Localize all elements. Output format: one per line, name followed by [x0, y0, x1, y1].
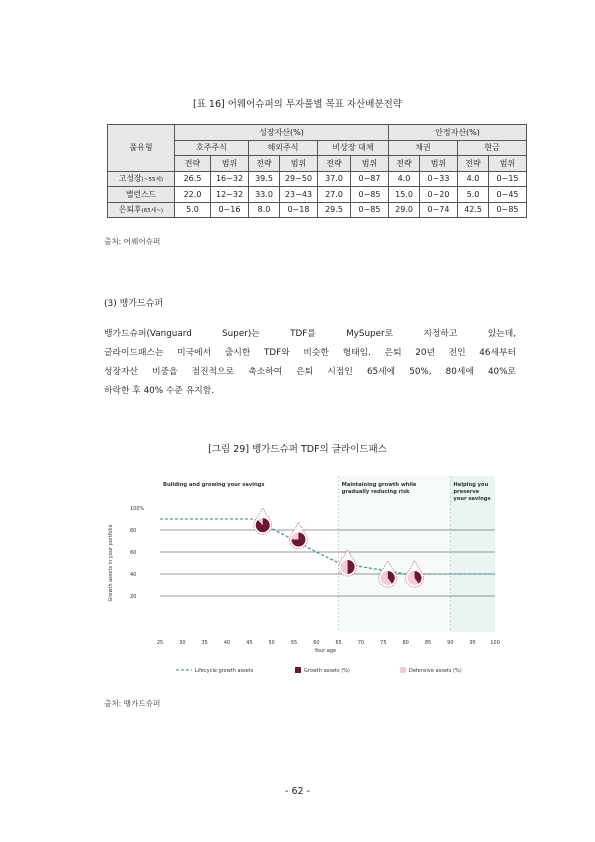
table-row: [108, 202, 527, 218]
phase-label: your savings: [453, 496, 491, 502]
x-tick-label: 50: [268, 640, 275, 646]
table-cell: 0~87: [351, 171, 389, 187]
aus-equity-header: 호주주식: [175, 140, 249, 156]
table-cell: 42.5: [458, 202, 489, 218]
table-cell: 16~32: [211, 171, 249, 187]
x-tick-label: 80: [402, 640, 409, 646]
strategy-header: 전략: [175, 156, 211, 172]
phase-band: [160, 476, 339, 632]
figure-title: [그림 29] 뱅가드슈퍼 TDF의 글라이드패스: [208, 444, 387, 455]
phase-label: Helping you: [453, 482, 489, 488]
glide-path-chart: [104, 468, 504, 688]
table-cell: 0~33: [420, 171, 458, 187]
x-tick-label: 25: [156, 640, 164, 646]
table-cell: 0~18: [280, 202, 318, 218]
table-title: [표 16] 어웨어슈퍼의 투자풀별 목표 자산배분전략: [193, 99, 402, 110]
x-tick-label: 65: [335, 640, 342, 646]
bonds-header: 채권: [389, 140, 458, 156]
x-tick-label: 40: [223, 640, 231, 646]
legend-line-label: Lifecycle growth assets: [195, 668, 254, 674]
y-tick-label: 60: [130, 550, 137, 556]
phase-label: Building and growing your savings: [163, 482, 265, 488]
pie-growth-slice: [256, 518, 270, 532]
legend-defensive-label: Defensive assets (%): [409, 668, 462, 674]
table-cell: 0~85: [351, 202, 389, 218]
table-cell: 27.0: [318, 187, 351, 203]
x-tick-label: 100: [490, 640, 500, 646]
x-tick-label: 35: [201, 640, 208, 646]
range-header: 범위: [489, 156, 527, 172]
phase-label: gradually reducing risk: [341, 489, 410, 495]
table-cell: 22.0: [175, 187, 211, 203]
table-cell: 0~85: [489, 202, 527, 218]
strategy-header: 전략: [389, 156, 420, 172]
legend-defensive-swatch: [400, 667, 406, 673]
y-tick-label: 100%: [130, 506, 145, 512]
table-cell: 0~15: [489, 171, 527, 187]
paragraph-line: 뱅가드슈퍼(Vanguard Super)는 TDF를 MySuper로 지정하고 있는데,: [104, 329, 516, 339]
body-paragraph: [104, 325, 516, 401]
phase-band: [339, 476, 451, 632]
table-cell: 29.5: [318, 202, 351, 218]
table-cell: 26.5: [175, 171, 211, 187]
page-number: - 62 -: [285, 786, 310, 797]
table-cell: 4.0: [389, 171, 420, 187]
table-cell: 5.0: [175, 202, 211, 218]
x-tick-label: 45: [246, 640, 253, 646]
y-axis-label: Growth assets in your portfolio: [108, 524, 114, 602]
figure-source: 출처: 뱅가드슈퍼: [104, 699, 161, 708]
table-cell: 5.0: [458, 187, 489, 203]
table-cell: 33.0: [249, 187, 280, 203]
strategy-header: 전략: [458, 156, 489, 172]
phase-label: Maintaining growth while: [341, 482, 417, 488]
x-tick-label: 30: [179, 640, 186, 646]
row-label: 밸런스드: [108, 187, 175, 203]
table-cell: 0~85: [351, 187, 389, 203]
x-tick-label: 55: [290, 640, 298, 646]
strategy-header: 전략: [249, 156, 280, 172]
intl-equity-header: 해외주식: [249, 140, 318, 156]
row-label: 은퇴후(65세~): [108, 202, 175, 218]
strategy-header: 전략: [318, 156, 351, 172]
table-row: [108, 171, 527, 187]
defensive-group-header: 안정자산(%): [389, 125, 527, 141]
legend-growth-label: Growth assets (%): [304, 668, 350, 674]
x-tick-label: 85: [424, 640, 432, 646]
table-cell: 29~50: [280, 171, 318, 187]
x-tick-label: 95: [469, 640, 476, 646]
table-cell: 8.0: [249, 202, 280, 218]
table-cell: 23~43: [280, 187, 318, 203]
table-cell: 0~45: [489, 187, 527, 203]
range-header: 범위: [211, 156, 249, 172]
table-cell: 0~20: [420, 187, 458, 203]
table-cell: 0~74: [420, 202, 458, 218]
x-axis-label: Your age: [314, 648, 337, 654]
table-cell: 4.0: [458, 171, 489, 187]
table-cell: 39.5: [249, 171, 280, 187]
row-header-cell: 풀유형: [108, 125, 175, 172]
row-label: 고성장(~55세): [108, 171, 175, 187]
table-cell: 12~32: [211, 187, 249, 203]
asset-allocation-table: [107, 124, 527, 218]
table-cell: 0~16: [211, 202, 249, 218]
paragraph-line: 글라이드패스는 미국에서 출시한 TDF와 비슷한 형태임. 은퇴 20년 전인 46세부터: [104, 348, 516, 358]
growth-group-header: 성장자산(%): [175, 125, 389, 141]
table-cell: 15.0: [389, 187, 420, 203]
paragraph-line: 성장자산 비중을 점진적으로 축소하여 은퇴 시점인 65세에 50%, 80세에 40%로: [104, 367, 516, 377]
table-cell: 37.0: [318, 171, 351, 187]
table-source: 출처: 어웨어슈퍼: [104, 237, 161, 246]
range-header: 범위: [351, 156, 389, 172]
legend-growth-swatch: [295, 667, 301, 673]
phase-label: preserve: [453, 489, 480, 495]
range-header: 범위: [280, 156, 318, 172]
x-tick-label: 60: [313, 640, 320, 646]
y-tick-label: 80: [130, 528, 137, 534]
cash-header: 현금: [458, 140, 527, 156]
x-tick-label: 90: [447, 640, 454, 646]
x-tick-label: 70: [357, 640, 365, 646]
y-tick-label: 40: [130, 572, 137, 578]
unlisted-alt-header: 비상장 대체: [318, 140, 389, 156]
x-tick-label: 75: [380, 640, 387, 646]
range-header: 범위: [420, 156, 458, 172]
table-row: [108, 187, 527, 203]
paragraph-line: 하락한 후 40% 수준 유지함.: [104, 386, 215, 396]
y-tick-label: 20: [130, 594, 137, 600]
table-cell: 29.0: [389, 202, 420, 218]
section-heading: (3) 뱅가드슈퍼: [104, 299, 164, 309]
